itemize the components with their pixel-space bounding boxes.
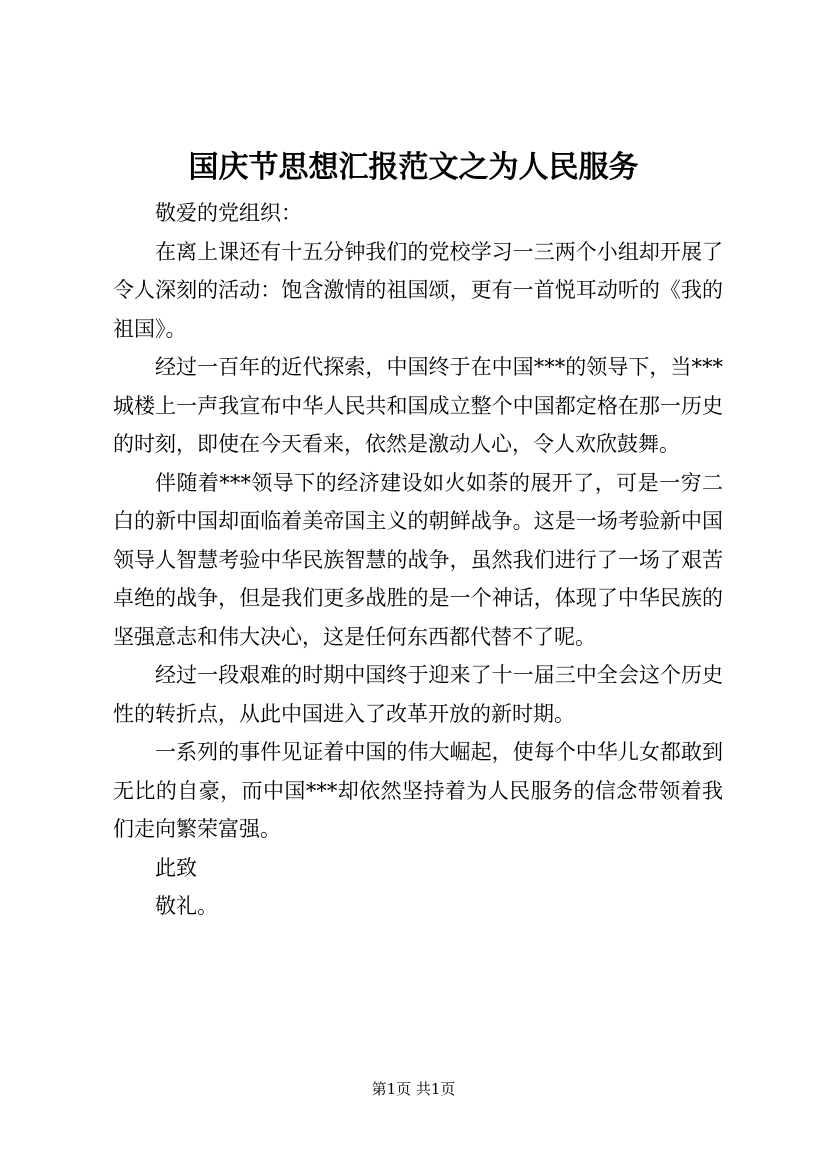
document-title: 国庆节思想汇报范文之为人民服务 <box>188 150 639 185</box>
paragraph: 一系列的事件见证着中国的伟大崛起，使每个中华儿女都敢到无比的自豪，而中国***却依然坚持着为人民服务的信念带领着我们走向繁荣富强。 <box>113 740 723 841</box>
paragraph: 经过一百年的近代探索，中国终于在中国***的领导下，当***城楼上一声我宣布中华人民共和国成立整个中国都定格在那一历史的时刻，即使在今天看来，依然是激动人心，令人欢欣鼓舞。 <box>113 355 723 456</box>
closing: 此致 <box>155 855 197 880</box>
paragraph: 在离上课还有十五分钟我们的党校学习一三两个小组却开展了令人深刻的活动：饱含激情的祖国颂，更有一首悦耳动听的《我的祖国》。 <box>113 239 723 341</box>
paragraph: 经过一段艰难的时期中国终于迎来了十一届三中全会这个历史性的转折点，从此中国进入了改革开放的新时期。 <box>113 663 723 726</box>
regards: 敬礼。 <box>155 894 218 918</box>
salutation: 敬爱的党组织： <box>155 201 302 225</box>
document-body <box>113 194 723 926</box>
page-footer: 第1页 共1页 <box>371 1080 456 1098</box>
paragraph: 伴随着***领导下的经济建设如火如荼的展开了，可是一穷二白的新中国却面临着美帝国主义的朝鲜战争。这是一场考验新中国领导人智慧考验中华民族智慧的战争，虽然我们进行了一场了艰苦卓绝的战争，但是我们更多战胜的是一个神话，体现了中华民族的坚强意志和伟大决心，这是任何东西都代替不了呢。 <box>113 470 723 649</box>
